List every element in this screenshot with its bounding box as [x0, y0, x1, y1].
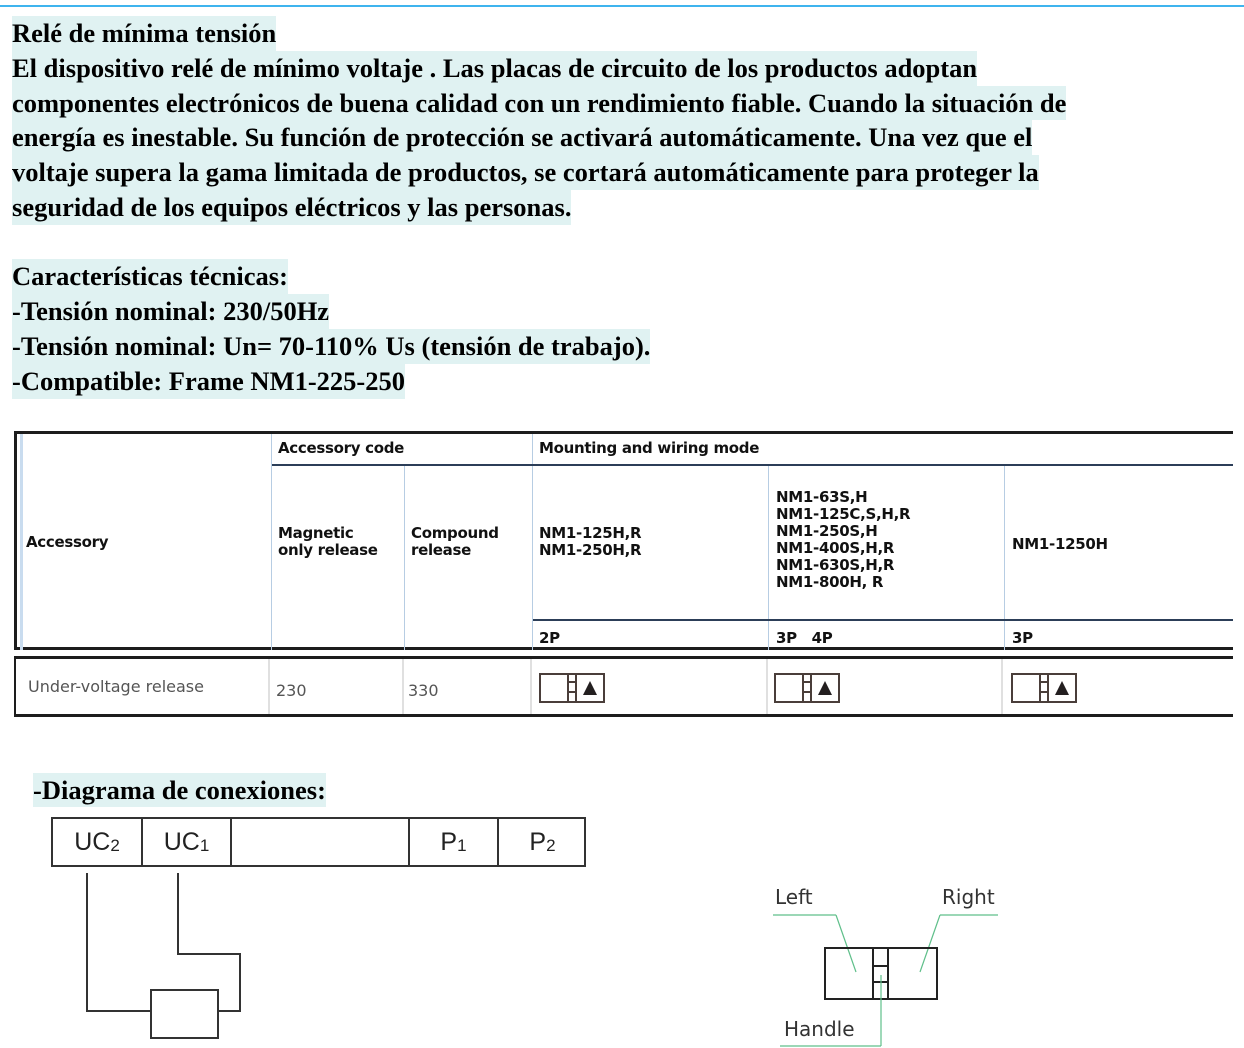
description-line: seguridad de los equipos eléctricos y las personas.: [12, 190, 571, 225]
description-line: voltaje supera la gama limitada de productos, se cortará automáticamente para proteger la: [12, 155, 1039, 190]
terminal-p2: $P_2$: [529, 828, 556, 856]
header-col2-models: NM1-63S,H NM1-125C,S,H,R NM1-250S,H NM1-400S,H,R NM1-630S,H,R NM1-800H, R: [776, 488, 911, 591]
header-accessory: Accessory: [26, 533, 109, 551]
description-line: energía es inestable. Su función de protección se activará automáticamente. Una vez que el: [12, 120, 1032, 155]
spec-item: -Tensión nominal: Un= 70-110% Us (tensión de trabajo).: [12, 329, 650, 364]
handle-diagram-right-label: Right: [942, 885, 995, 909]
row-magnetic-only-code: 230: [276, 681, 307, 700]
description-line: El dispositivo relé de mínimo voltaje . Las placas de circuito de los productos adoptan: [12, 51, 977, 86]
terminal-p1: $P_1$: [410, 819, 499, 865]
table-row: [14, 656, 1233, 717]
header-col3-models: NM1-1250H: [1012, 535, 1108, 553]
top-divider: [0, 5, 1244, 7]
header-mounting: Mounting and wiring mode: [539, 439, 760, 457]
mount-diagram-icon: [539, 673, 605, 703]
terminal-blank: [232, 819, 410, 865]
description-line: componentes electrónicos de buena calidad con un rendimiento fiable. Cuando la situación de: [12, 86, 1066, 121]
row-compound-code: 330: [408, 681, 439, 700]
connection-diagram-title: -Diagrama de conexiones:: [33, 775, 326, 805]
spec-item: -Compatible: Frame NM1-225-250: [12, 364, 405, 399]
handle-diagram-handle-label: Handle: [784, 1017, 855, 1041]
terminal-uc1: $UC_1$: [143, 819, 232, 865]
header-accessory-code: Accessory code: [278, 439, 405, 457]
mount-diagram-icon: [774, 673, 840, 703]
terminal-uc2: $UC_2$: [53, 819, 143, 865]
header-compound: Compound release: [411, 524, 499, 559]
specs-heading: Características técnicas:: [12, 259, 288, 294]
row-accessory: Under-voltage release: [28, 677, 204, 696]
product-description: [12, 16, 1237, 399]
header-col2-poles: 3P 4P: [776, 629, 833, 647]
product-title: Relé de mínima tensión: [12, 16, 276, 51]
table-header: [14, 431, 1233, 650]
handle-diagram-left-label: Left: [775, 885, 813, 909]
mount-diagram-icon: [1011, 673, 1077, 703]
header-col1-models: NM1-125H,R NM1-250H,R: [539, 524, 642, 559]
spec-item: -Tensión nominal: 230/50Hz: [12, 294, 329, 329]
terminal-strip: [51, 817, 586, 867]
header-magnetic-only: Magnetic only release: [278, 524, 378, 559]
header-col1-poles: 2P: [539, 629, 560, 647]
header-col3-poles: 3P: [1012, 629, 1033, 647]
